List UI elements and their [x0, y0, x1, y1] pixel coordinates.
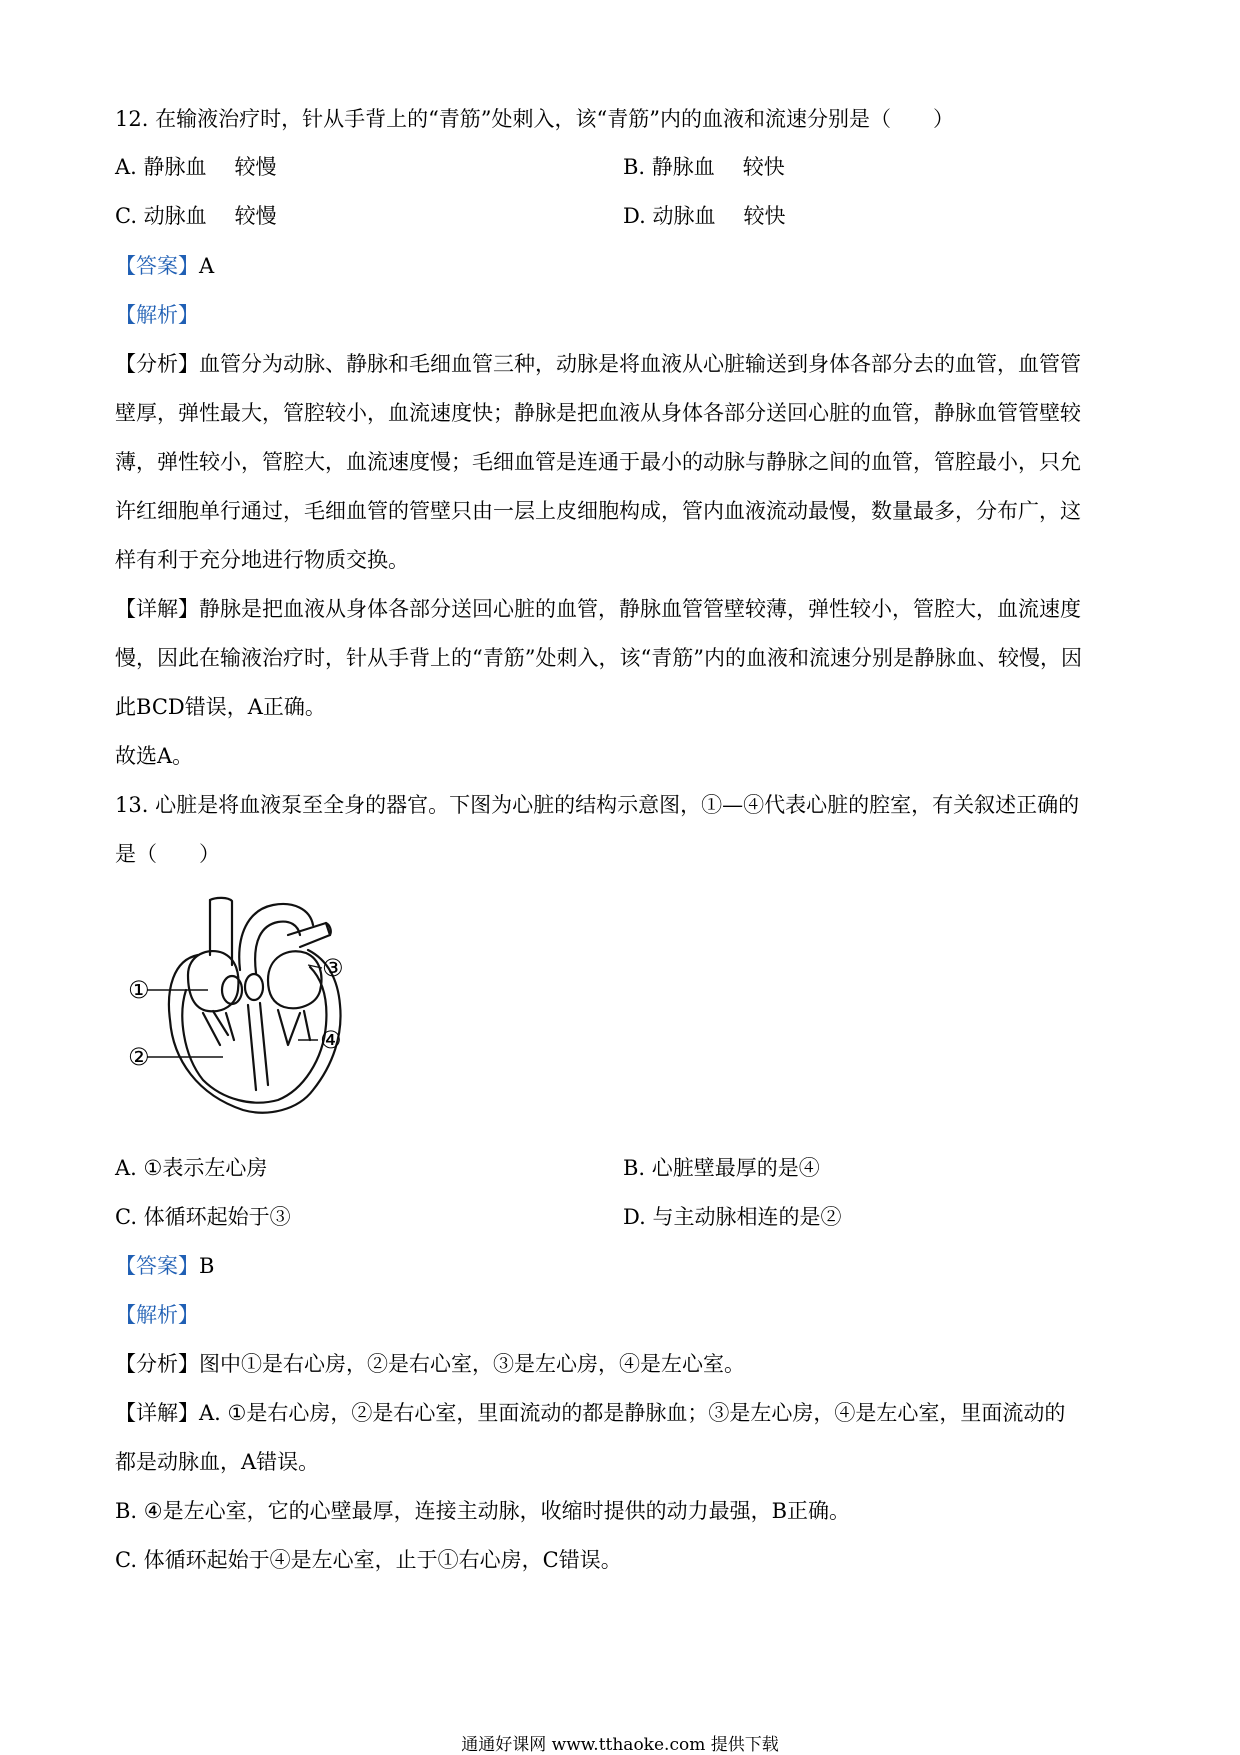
q12-stem: 12. 在输液治疗时，针从手背上的“青筋”处刺入，该“青筋”内的血液和流速分别是（ ） — [115, 107, 955, 131]
q13-option-c: C. 体循环起始于③ — [115, 1205, 291, 1229]
q13-analysis-heading: 【解析】 — [115, 1303, 199, 1327]
q12-fenxi-line-3: 薄，弹性较小，管腔大，血流速度慢；毛细血管是连通于最小的动脉与静脉之间的血管，管腔最小，只允 — [115, 450, 1081, 474]
superior-vena-cava — [210, 898, 232, 965]
label-4: ④ — [320, 1026, 342, 1054]
q12-option-c: C. 动脉血 较慢 — [115, 204, 277, 228]
left-atrium — [268, 951, 321, 1008]
q12-answer: 【答案】A — [115, 254, 215, 278]
q13-option-a: A. ①表示左心房 — [115, 1156, 268, 1180]
q12-fenxi-line-4: 许红细胞单行通过，毛细血管的管壁只由一层上皮细胞构成，管内血液流动最慢，数量最多，分布广，这 — [115, 499, 1081, 523]
q13-line-c: C. 体循环起始于④是左心室，止于①右心房，C错误。 — [115, 1548, 622, 1572]
label-3: ③ — [322, 954, 344, 982]
q12-fenxi-line-2: 壁厚，弹性最大，管腔较小，血流速度快；静脉是把血液从身体各部分送回心脏的血管，静脉血管管壁较 — [115, 401, 1081, 425]
page-footer: 通通好课网 www.tthaoke.com 提供下载 — [461, 1735, 779, 1755]
valve-right — [245, 974, 263, 1000]
q12-analysis-heading: 【解析】 — [115, 303, 199, 327]
q12-fenxi-line-5: 样有利于充分地进行物质交换。 — [115, 548, 409, 572]
q12-xiangjie-line-1: 【详解】静脉是把血液从身体各部分送回心脏的血管，静脉血管管壁较薄，弹性较小，管腔大，血流速度 — [115, 597, 1081, 621]
q13-line-b: B. ④是左心室，它的心壁最厚，连接主动脉，收缩时提供的动力最强，B正确。 — [115, 1499, 851, 1523]
q12-conclusion: 故选A。 — [115, 744, 194, 768]
q12-option-d: D. 动脉血 较快 — [623, 204, 786, 228]
q13-option-b: B. 心脏壁最厚的是④ — [623, 1156, 820, 1180]
heart-structure-diagram — [128, 895, 398, 1125]
right-atrium — [188, 951, 238, 1011]
heart-diagram-svg — [128, 895, 398, 1125]
q12-fenxi-line-1: 【分析】血管分为动脉、静脉和毛细血管三种，动脉是将血液从心脏输送到身体各部分去的血管，血管管 — [115, 352, 1081, 376]
tricuspid-leaflets — [203, 1011, 234, 1045]
q13-answer: 【答案】B — [115, 1254, 215, 1278]
label-2: ② — [128, 1043, 150, 1071]
q13-xiangjie-line-1: 【详解】A. ①是右心房，②是右心室，里面流动的都是静脉血；③是左心房，④是左心室，里面流动的 — [115, 1401, 1066, 1425]
label-1: ① — [128, 976, 150, 1004]
q13-fenxi: 【分析】图中①是右心房，②是右心室，③是左心房，④是左心室。 — [115, 1352, 745, 1376]
q13-option-d: D. 与主动脉相连的是② — [623, 1205, 842, 1229]
q12-xiangjie-line-3: 此BCD错误，A正确。 — [115, 695, 326, 719]
q12-option-a: A. 静脉血 较慢 — [115, 155, 277, 179]
q13-stem-line-1: 13. 心脏是将血液泵至全身的器官。下图为心脏的结构示意图，①—④代表心脏的腔室，有关叙述正确的 — [115, 793, 1080, 817]
q12-option-b: B. 静脉血 较快 — [623, 155, 785, 179]
pulmonary-artery — [288, 923, 330, 947]
answer-label: 【答案】 — [115, 254, 199, 278]
q12-xiangjie-line-2: 慢，因此在输液治疗时，针从手背上的“青筋”处刺入，该“青筋”内的血液和流速分别是静脉血、较慢，因 — [115, 646, 1082, 670]
septum — [248, 1005, 256, 1090]
q13-stem-line-2: 是（ ） — [115, 842, 220, 866]
q13-xiangjie-line-2: 都是动脉血，A错误。 — [115, 1450, 320, 1474]
